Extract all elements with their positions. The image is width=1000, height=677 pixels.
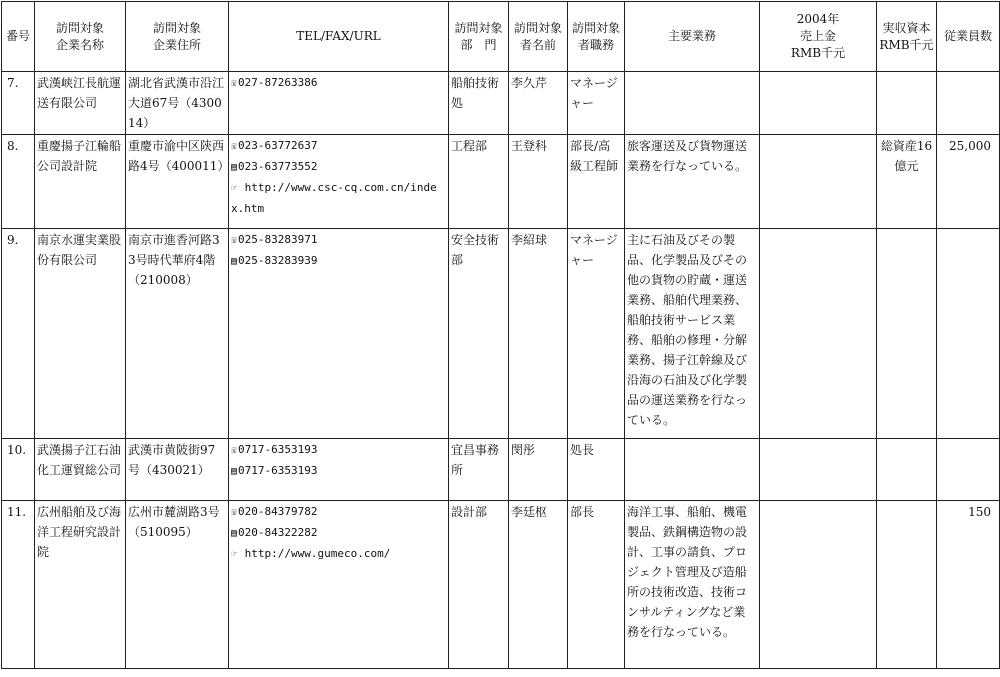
capital bbox=[877, 229, 937, 439]
header-sales: 2004年 売上金 RMB千元 bbox=[760, 2, 877, 72]
table-row bbox=[2, 135, 1000, 229]
header-row bbox=[2, 2, 1000, 72]
table-row bbox=[2, 501, 1000, 669]
table-row bbox=[2, 439, 1000, 501]
company-address: 湖北省武漢市沿江大道67号（430014） bbox=[126, 72, 229, 135]
person-title: 処長 bbox=[568, 439, 625, 501]
fax-value: 023-63773552 bbox=[238, 160, 318, 173]
department: 安全技術部 bbox=[449, 229, 509, 439]
visit-target-table bbox=[1, 1, 1000, 669]
fax-icon: ▤ bbox=[231, 256, 238, 267]
tel-value: 020-84379782 bbox=[238, 505, 318, 518]
person-name: 王登科 bbox=[509, 135, 568, 229]
company-address: 重慶市渝中区陝西路4号（400011） bbox=[126, 135, 229, 229]
fax-value: 025-83283939 bbox=[238, 254, 318, 267]
phone-icon: ☏ bbox=[231, 445, 238, 456]
business bbox=[625, 72, 760, 135]
fax-value: 020-84322282 bbox=[238, 526, 318, 539]
header-contact: TEL/FAX/URL bbox=[229, 2, 449, 72]
header-department: 訪問対象 部 門 bbox=[449, 2, 509, 72]
company-address: 南京市進香河路33号時代華府4階（210008） bbox=[126, 229, 229, 439]
person-title: マネージャー bbox=[568, 229, 625, 439]
pointer-icon: ☞ bbox=[231, 549, 238, 560]
fax-icon: ▤ bbox=[231, 466, 238, 477]
row-number: 10. bbox=[2, 439, 35, 501]
capital bbox=[877, 72, 937, 135]
business: 海洋工事、船舶、機電製品、鉄鋼構造物の設計、工事の請負、プロジェクト管理及び造船所の技術改造、技術コンサルティングなど業務を行なっている。 bbox=[625, 501, 760, 669]
contact-cell bbox=[229, 439, 449, 501]
pointer-icon: ☞ bbox=[231, 183, 238, 194]
tel-value: 0717-6353193 bbox=[238, 443, 318, 456]
employees bbox=[937, 72, 1000, 135]
company-name: 南京水運実業股份有限公司 bbox=[35, 229, 126, 439]
business bbox=[625, 439, 760, 501]
person-title: マネージャー bbox=[568, 72, 625, 135]
tel-value: 023-63772637 bbox=[238, 139, 318, 152]
phone-icon: ☏ bbox=[231, 507, 238, 518]
contact-cell bbox=[229, 229, 449, 439]
header-address: 訪問対象 企業住所 bbox=[126, 2, 229, 72]
phone-icon: ☏ bbox=[231, 78, 238, 89]
capital: 総資産16億元 bbox=[877, 135, 937, 229]
sales bbox=[760, 501, 877, 669]
department: 船舶技術処 bbox=[449, 72, 509, 135]
row-number: 9. bbox=[2, 229, 35, 439]
person-title: 部長 bbox=[568, 501, 625, 669]
contact-cell bbox=[229, 72, 449, 135]
header-company: 訪問対象 企業名称 bbox=[35, 2, 126, 72]
header-person-title: 訪問対象 者職務 bbox=[568, 2, 625, 72]
capital bbox=[877, 439, 937, 501]
fax-icon: ▤ bbox=[231, 162, 238, 173]
sales bbox=[760, 439, 877, 501]
person-name: 閔彤 bbox=[509, 439, 568, 501]
company-address: 武漢市黄陂街97号（430021） bbox=[126, 439, 229, 501]
contact-cell bbox=[229, 135, 449, 229]
person-name: 李紹球 bbox=[509, 229, 568, 439]
person-name: 李久芹 bbox=[509, 72, 568, 135]
header-person-name: 訪問対象 者名前 bbox=[509, 2, 568, 72]
company-name: 武漢揚子江石油化工運貿総公司 bbox=[35, 439, 126, 501]
business: 主に石油及びその製品、化学製品及びその他の貨物の貯蔵・運送業務、船舶代理業務、船舶技術サービス業務、船舶の修理・分解業務、揚子江幹線及び沿海の石油及び化学製品の運送業務を行なっている。 bbox=[625, 229, 760, 439]
header-business: 主要業務 bbox=[625, 2, 760, 72]
contact-cell bbox=[229, 501, 449, 669]
row-number: 7. bbox=[2, 72, 35, 135]
sales bbox=[760, 135, 877, 229]
header-capital: 実収資本 RMB千元 bbox=[877, 2, 937, 72]
url-link[interactable]: http://www.gumeco.com/ bbox=[244, 547, 391, 560]
header-number: 番号 bbox=[2, 2, 35, 72]
department: 宜昌事務所 bbox=[449, 439, 509, 501]
employees: 150 bbox=[937, 501, 1000, 669]
capital bbox=[877, 501, 937, 669]
department: 工程部 bbox=[449, 135, 509, 229]
fax-icon: ▤ bbox=[231, 528, 238, 539]
sales bbox=[760, 72, 877, 135]
sales bbox=[760, 229, 877, 439]
phone-icon: ☏ bbox=[231, 141, 238, 152]
phone-icon: ☏ bbox=[231, 235, 238, 246]
company-name: 広州船舶及び海洋工程研究設計院 bbox=[35, 501, 126, 669]
company-address: 広州市麓湖路3号（510095） bbox=[126, 501, 229, 669]
tel-value: 027-87263386 bbox=[238, 76, 318, 89]
row-number: 8. bbox=[2, 135, 35, 229]
employees bbox=[937, 229, 1000, 439]
table-row bbox=[2, 229, 1000, 439]
company-name: 武漢峡江長航運送有限公司 bbox=[35, 72, 126, 135]
header-employees: 従業員数 bbox=[937, 2, 1000, 72]
department: 設計部 bbox=[449, 501, 509, 669]
tel-value: 025-83283971 bbox=[238, 233, 318, 246]
fax-value: 0717-6353193 bbox=[238, 464, 318, 477]
row-number: 11. bbox=[2, 501, 35, 669]
person-title: 部長/高級工程師 bbox=[568, 135, 625, 229]
employees: 25,000 bbox=[937, 135, 1000, 229]
business: 旅客運送及び貨物運送業務を行なっている。 bbox=[625, 135, 760, 229]
table-row bbox=[2, 72, 1000, 135]
url-link[interactable]: http://www.csc-cq.com.cn/index.htm bbox=[231, 181, 437, 215]
employees bbox=[937, 439, 1000, 501]
person-name: 李廷枢 bbox=[509, 501, 568, 669]
company-name: 重慶揚子江輪船公司設計院 bbox=[35, 135, 126, 229]
